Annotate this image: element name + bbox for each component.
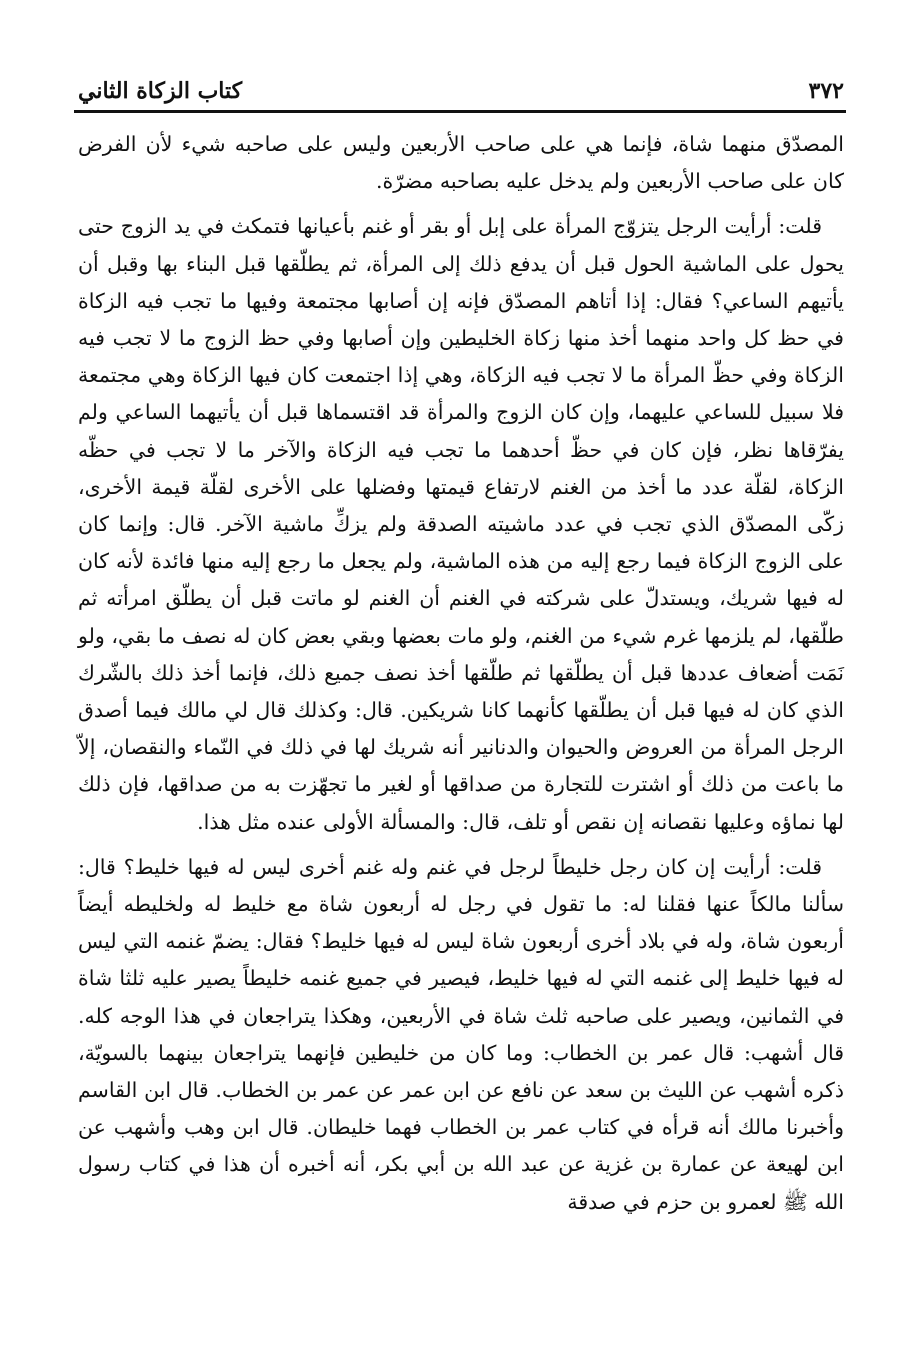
header-rule [74, 110, 846, 113]
page-body [78, 126, 844, 1229]
page-header [78, 70, 844, 104]
paragraph: قلت: أرأيت إن كان رجل خليطاً لرجل في غنم وله غنم أخرى ليس له فيها خليط؟ قال: سألنا مالكاً عنها فقلنا له: ما تقول في رجل له أربعون شاة مع خليط له ولخليطه أيضاً أربعون شاة، وله في بلاد أخرى أربعون شاة ليس له فيها خليط؟ فقال: يضمّ غنمه التي ليس له فيها خليط إلى غنمه التي له فيها خليط، فيصير في جميع غنمه خليطاً يصير عليه ثلثا شاة في الثمانين، ويصير على صاحبه ثلث شاة في الأربعين، وهكذا يتراجعان في هذا الوجه كله. قال أشهب: قال عمر بن الخطاب: وما كان من خليطين فإنهما يتراجعان بينهما بالسويّة، ذكره أشهب عن الليث بن سعد عن نافع عن ابن عمر عن عمر بن الخطاب. قال ابن القاسم وأخبرنا مالك أنه قرأه في كتاب عمر بن الخطاب فهما خليطان. قال ابن وهب وأشهب عن ابن لهيعة عن عمارة بن غزية عن عبد الله بن أبي بكر، أنه أخبره أن هذا في كتاب رسول الله ﷺ لعمرو بن حزم في صدقة [78, 854, 844, 1214]
page-number: ٣٧٢ [808, 78, 844, 104]
book-title: كتاب الزكاة الثاني [78, 78, 243, 104]
paragraph: المصدّق منهما شاة، فإنما هي على صاحب الأربعين وليس على صاحبه شيء لأن الفرض كان على صاحب الأربعين ولم يدخل عليه بصاحبه مضرّة. [78, 132, 844, 194]
paragraph: قلت: أرأيت الرجل يتزوّج المرأة على إبل أو بقر أو غنم بأعيانها فتمكث في يد الزوج حتى يحول على الماشية الحول قبل أن يدفع ذلك إلى المرأة، ثم يطلّقها قبل البناء بها وقبل أن يأتيهم الساعي؟ فقال: إذا أتاهم المصدّق فإنه إن أصابها مجتمعة وفيها ما تجب فيه الزكاة في حظ كل واحد منهما أخذ منها زكاة الخليطين وإن أصابها وفي حظ الزوج ما لا تجب فيه الزكاة وفي حظّ المرأة ما لا تجب فيه الزكاة، وهي إذا اجتمعت كان فيها الزكاة وهي مجتمعة فلا سبيل للساعي عليهما، وإن كان الزوج والمرأة قد اقتسماها قبل أن يأتيهما الساعي ولم يفرّقاها نظر، فإن كان في حظّ أحدهما ما تجب فيه الزكاة والآخر ما لا تجب في حظّه الزكاة، لقلّة عدد ما أخذ من الغنم لارتفاع قيمتها وفضلها على الأخرى لقلّة قيمة الأخرى، زكّى المصدّق الذي تجب في عدد ماشيته الصدقة ولم يزكِّ ماشية الآخر. قال: وإنما كان على الزوج الزكاة فيما رجع إليه من هذه الماشية، ولم يجعل ما رجع إليه منها فائدة لأنه كان له فيها شريك، ويستدلّ على شركته في الغنم أن الغنم لو ماتت قبل أن يطلّق امرأته ثم طلّقها، لم يلزمها غرم شيء من الغنم، ولو مات بعضها وبقي بعض كان له نصف ما بقي، ولو نَمَت أضعاف عددها قبل أن يطلّقها ثم طلّقها أخذ نصف جميع ذلك، فإنما أخذ ذلك بالشّرك الذي كان له فيها قبل أن يطلّقها كأنهما كانا شريكين. قال: وكذلك قال لي مالك فيما أصدق الرجل المرأة من العروض والحيوان والدنانير أنه شريك لها في ذلك في النّماء والنقصان، إلاّ ما باعت من ذلك أو اشترت للتجارة من صداقها أو لغير ما تجهّزت به من صداقها، فإن ذلك لها نماؤه وعليها نقصانه إن نقص أو تلف، قال: والمسألة الأولى عنده مثل هذا. [78, 214, 844, 834]
